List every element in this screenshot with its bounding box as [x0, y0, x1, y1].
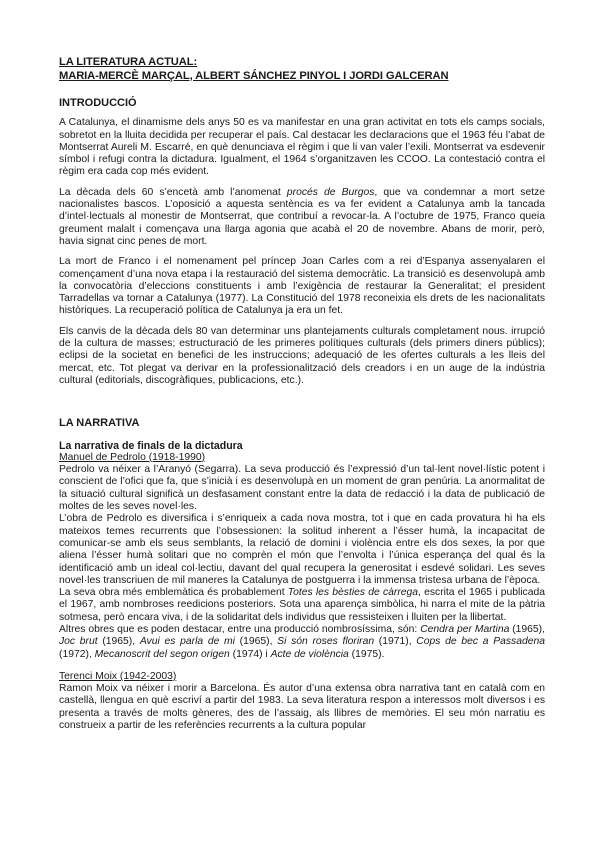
intro-paragraph-4: Els canvis de la dècada dels 80 van determinar uns plantejaments culturals completament nous. irrupció de la cultura de masses; estructuració de les primeres polítiques culturals (dels primers diners públics); eclipsi de la societat en benefici de les instruccions; adequació de les ofertes culturals a les lleis del mercat, etc. Tot plegat va derivar en la professionalització dels creadors i en un auge de la indústria cultural (editorials, discogràfiques, publicacions, etc.). — [59, 325, 545, 386]
pedrolo-paragraph-2: L’obra de Pedrolo es diversifica i s’enriqueix a cada nova mostra, tot i que en cada provatura hi ha els mateixos temes recurrents que l’obsessionen: la solitud inherent a l’ésser humà, la incapacitat de comunicar-se amb els seus semblants, la relació de domini i violència entre els dos sexes, la por que aliena l’ésser humà solitari que no comprèn el món que l’envolta i l’única esperança del qual és la identificació amb un ideal col·lectiu, davant del qual recupera la generositat i esdevé solidari. Les seves novel·les transcriuen de mil maneres la Catalunya de postguerra i la immensa tristesa urbana de l’època. — [59, 513, 545, 586]
document-content — [59, 56, 545, 732]
intro-paragraph-1: A Catalunya, el dinamisme dels anys 50 es va manifestar en una gran activitat en tots els camps socials, sobretot en la lluita decidida per recuperar el país. Cal destacar les declaracions que el 1963 féu l’abat de Montserrat Aureli M. Escarré, en què denunciava el règim i que li van valer l’exili. Montserrat va esdevenir símbol i refugi contra la dictadura. Igualment, el 1964 s’organitzaven les CCOO. La contestació contra el règim era cada cop més evident. — [59, 117, 545, 178]
pedrolo-paragraph-1: Pedrolo va néixer a l’Aranyó (Segarra). La seva producció és l’expressió d’un tal·lent novel·lístic potent i conscient de l’ofici que fa, que s’inicià i es desenvolupà en un moment de gran penúria. La anormalitat de la situació cultural significà un desfasament constant entre la data de redacció i la data de publicació de moltes de les seves novel·les. — [59, 464, 545, 513]
intro-paragraph-3: La mort de Franco i el nomenament pel príncep Joan Carles com a rei d’Espanya assenyalaren el començament d’una nova etapa i la restauració del sistema democràtic. La transició es desenvolupà amb la convocatòria d’eleccions constituents i amb l’exigència de restaurar la Generalitat; el president Tarradellas va tornar a Catalunya (1977). La Constitució del 1978 reconeixia els drets de les nacionalitats històriques. La recuperació política de Catalunya ja era un fet. — [59, 256, 545, 317]
moix-paragraph-1: Ramon Moix va néixer i morir a Barcelona. És autor d’una extensa obra narrativa tant en català com en castellà, llengua en què escriví a partir del 1983. La seva literatura respon a interessos molt diversos i es presenta a través de molts gèneres, des de l’assaig, als llibres de memòries. El seu món narratiu es construeix a partir de les referències recurrents a la cultura popular — [59, 683, 545, 732]
author-heading-moix: Terenci Moix (1942-2003) — [59, 670, 177, 682]
subsection-heading: La narrativa de finals de la dictadura — [59, 439, 243, 452]
pedrolo-paragraph-4: Altres obres que es poden destacar, entre una producció nombrosíssima, són: Cendra per Martina (1965), Joc brut (1965), Avui es parla de mi (1965), Si són roses floriran (1971), Cops de bec a Passadena (1972), Mecanoscrit del segon origen (1974) i Acte de violència (1975). — [59, 623, 545, 660]
section-heading-introduccio: INTRODUCCIÓ — [59, 97, 137, 109]
author-heading-pedrolo: Manuel de Pedrolo (1918-1990) — [59, 451, 206, 463]
document-title-line-1: LA LITERATURA ACTUAL: — [59, 56, 198, 68]
pedrolo-paragraph-3: La seva obra més emblemàtica és probablement Totes les bèsties de càrrega, escrita el 1965 i publicada el 1967, amb nombroses reedicions posteriors. Sota una aparença simbòlica, hi narra el mite de la pàtria sotmesa, però encara viva, i de la solidaritat dels individus que ressisteixen i lluiten per la llibertat. — [59, 587, 545, 623]
intro-paragraph-2: La dècada dels 60 s’encetà amb l’anomenat procés de Burgos, que va condemnar a mort setze nacionalistes bascos. L’oposició a aquesta sentència es va fer evident a Catalunya amb la tancada d’intel·lectuals al monestir de Montserrat, que contribuí a revocar-la. A l’octubre de 1975, Franco queia greument malalt i començava una llarga agonia que acabà el 20 de novembre. Abans de morir, però, havia signat cinc penes de mort. — [59, 186, 545, 247]
section-heading-narrativa: LA NARRATIVA — [59, 417, 140, 430]
document-title-line-2: MARIA-MERCÈ MARÇAL, ALBERT SÁNCHEZ PINYOL I JORDI GALCERAN — [59, 69, 449, 82]
